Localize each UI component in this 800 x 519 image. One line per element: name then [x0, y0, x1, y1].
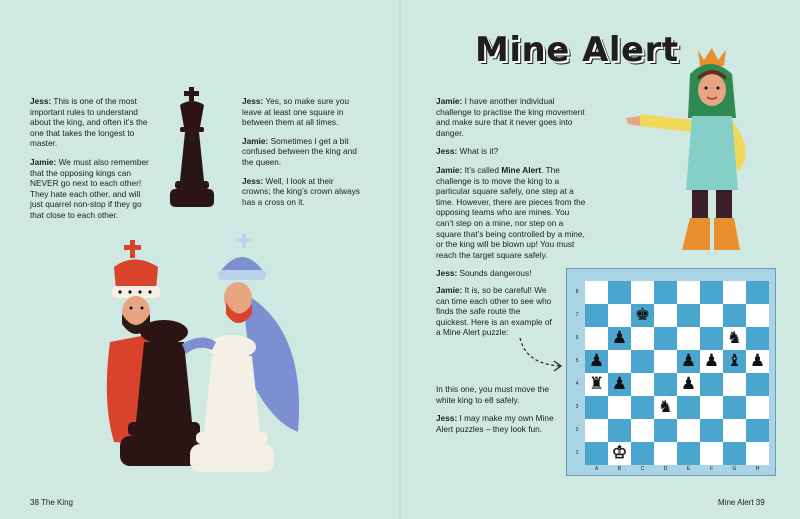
black-bishop-icon: ♝: [726, 351, 743, 371]
file-label: E: [686, 466, 691, 472]
speaker-name: Jess:: [242, 175, 264, 186]
file-label: D: [663, 466, 668, 472]
rank-label: 8: [575, 289, 579, 295]
board-square-f4: [700, 373, 723, 396]
speaker-name: Jamie:: [436, 285, 463, 295]
dialogue-paragraph: [242, 176, 364, 208]
board-square-e3: [677, 396, 700, 419]
right-text-column-3: [436, 384, 556, 442]
board-square-d4: [654, 373, 677, 396]
board-square-e6: [677, 327, 700, 350]
black-pawn-icon: ♟: [611, 328, 628, 348]
rank-label: 1: [575, 450, 579, 456]
two-kings-illustration: [92, 232, 322, 492]
right-text-column-1: [436, 96, 586, 287]
board-square-h2: [746, 419, 769, 442]
dialogue-paragraph: [436, 96, 586, 138]
dialogue-paragraph: [30, 96, 154, 149]
right-page-folio: Mine Alert 39: [718, 498, 765, 507]
board-square-e7: [677, 304, 700, 327]
rank-label: 3: [575, 404, 579, 410]
board-square-b8: [608, 281, 631, 304]
speaker-name: Jamie:: [436, 164, 463, 175]
curved-arrow-icon: [516, 334, 568, 374]
black-pawn-icon: ♟: [680, 351, 697, 371]
board-square-c4: [631, 373, 654, 396]
board-square-g1: [723, 442, 746, 465]
board-square-g3: [723, 396, 746, 419]
black-pawn-icon: ♟: [611, 374, 628, 394]
board-square-e2: [677, 419, 700, 442]
dialogue-text: Sounds dangerous!: [457, 268, 532, 279]
rank-label: 4: [575, 381, 579, 387]
speaker-name: Jess:: [436, 413, 458, 424]
board-square-c5: [631, 350, 654, 373]
board-square-b7: [608, 304, 631, 327]
dialogue-paragraph: [242, 136, 364, 168]
board-square-f3: [700, 396, 723, 419]
speaker-name: Jamie:: [242, 135, 269, 146]
black-knight-icon: ♞: [726, 328, 743, 348]
board-square-a8: [585, 281, 608, 304]
dialogue-paragraph: [436, 268, 586, 279]
dialogue-text: What is it?: [457, 146, 499, 157]
speaker-name: Jess:: [242, 96, 264, 106]
dialogue-text: . The challenge is to move the king to a particular square safely, one step at a time. However, there are pieces from the opposing teams who are mines. You can’t step on a mine, nor step on a square that’s being controlled by a mine, or the king will be blown up! You must reach the target square safely.: [436, 164, 586, 260]
dialogue-text: Yes, so make sure you leave at least one square in between them at all times.: [242, 96, 350, 128]
board-square-h3: [746, 396, 769, 419]
black-knight-icon: ♞: [657, 397, 674, 417]
rank-label: 7: [575, 312, 579, 318]
board-square-a3: [585, 396, 608, 419]
white-king-icon: ♔: [611, 443, 628, 463]
board-grid: [585, 281, 769, 465]
page-title: Mine Alert: [475, 30, 679, 70]
board-square-h8: [746, 281, 769, 304]
file-label: H: [755, 466, 760, 472]
board-square-g7: [723, 304, 746, 327]
board-square-c3: [631, 396, 654, 419]
board-square-b2: [608, 419, 631, 442]
dialogue-paragraph: [30, 157, 154, 221]
file-label: G: [732, 466, 737, 472]
board-square-d8: [654, 281, 677, 304]
dialogue-text: We must also remember that the opposing kings can NEVER go next to each other! They hate each other, and will just quarrel non-stop if they go that close to each other.: [30, 156, 149, 220]
dialogue-text: I may make my own Mine Alert puzzles – they look fun.: [436, 413, 554, 434]
left-text-column-1: [30, 96, 154, 229]
dialogue-paragraph: [436, 285, 554, 338]
board-square-c2: [631, 419, 654, 442]
board-square-h7: [746, 304, 769, 327]
speaker-name: Jamie:: [30, 156, 57, 167]
board-square-e1: [677, 442, 700, 465]
board-square-d6: [654, 327, 677, 350]
board-square-f8: [700, 281, 723, 304]
board-square-d7: [654, 304, 677, 327]
dialogue-text: I have another individual challenge to practise the king movement and make sure that it never goes into danger.: [436, 96, 585, 138]
dialogue-text: It’s called: [462, 164, 502, 175]
dialogue-text: Well, I look at their crowns; the king’s crown always has a cross on it.: [242, 175, 360, 207]
rank-label: 2: [575, 427, 579, 433]
black-king-piece-illustration: [160, 85, 224, 215]
board-square-f7: [700, 304, 723, 327]
rank-label: 6: [575, 335, 579, 341]
board-square-d2: [654, 419, 677, 442]
board-square-a6: [585, 327, 608, 350]
page-gutter: [399, 0, 401, 519]
jamie-character-illustration: [620, 40, 770, 270]
file-label: A: [594, 466, 599, 472]
file-label: F: [709, 466, 714, 472]
board-square-f2: [700, 419, 723, 442]
black-pawn-icon: ♟: [588, 351, 605, 371]
dialogue-text: It is, so be careful! We can time each other to see who finds the safe route the quickest. Here is an example of a Mine Alert puzzle:: [436, 285, 552, 338]
board-square-g2: [723, 419, 746, 442]
black-pawn-icon: ♟: [749, 351, 766, 371]
dialogue-text: Sometimes I get a bit confused between the king and the queen.: [242, 135, 357, 167]
speaker-name: Jess:: [30, 96, 52, 106]
dialogue-paragraph: [436, 413, 556, 434]
board-square-c8: [631, 281, 654, 304]
board-square-e8: [677, 281, 700, 304]
board-square-d5: [654, 350, 677, 373]
dialogue-paragraph: [242, 96, 364, 128]
left-page-folio: 38 The King: [30, 498, 73, 507]
speaker-name: Jess:: [436, 146, 458, 157]
board-square-h1: [746, 442, 769, 465]
dialogue-text: In this one, you must move the white king to e8 safely.: [436, 384, 549, 405]
speaker-name: Jess:: [436, 268, 458, 279]
board-square-f6: [700, 327, 723, 350]
board-square-a7: [585, 304, 608, 327]
board-square-b5: [608, 350, 631, 373]
board-square-a2: [585, 419, 608, 442]
highlighted-term: Mine Alert: [501, 164, 542, 175]
board-square-c1: [631, 442, 654, 465]
dialogue-paragraph: [436, 146, 586, 157]
speaker-name: Jamie:: [436, 96, 463, 106]
board-square-h6: [746, 327, 769, 350]
mine-alert-chessboard: [566, 268, 776, 476]
black-pawn-icon: ♟: [680, 374, 697, 394]
black-pawn-icon: ♟: [703, 351, 720, 371]
board-square-f1: [700, 442, 723, 465]
board-square-c6: [631, 327, 654, 350]
board-square-g4: [723, 373, 746, 396]
board-square-g8: [723, 281, 746, 304]
black-rook-icon: ♜: [588, 374, 605, 394]
board-square-b3: [608, 396, 631, 419]
file-label: B: [617, 466, 622, 472]
dialogue-paragraph: [436, 165, 586, 260]
dialogue-text: This is one of the most important rules to understand about the king, and often it’s the one that takes the longest to master.: [30, 96, 148, 149]
left-text-column-2: [242, 96, 364, 215]
board-square-a1: [585, 442, 608, 465]
board-square-h4: [746, 373, 769, 396]
board-square-d1: [654, 442, 677, 465]
file-label: C: [640, 466, 645, 472]
rank-label: 5: [575, 358, 579, 364]
dialogue-paragraph: [436, 384, 556, 405]
black-king-icon: ♚: [634, 305, 651, 325]
